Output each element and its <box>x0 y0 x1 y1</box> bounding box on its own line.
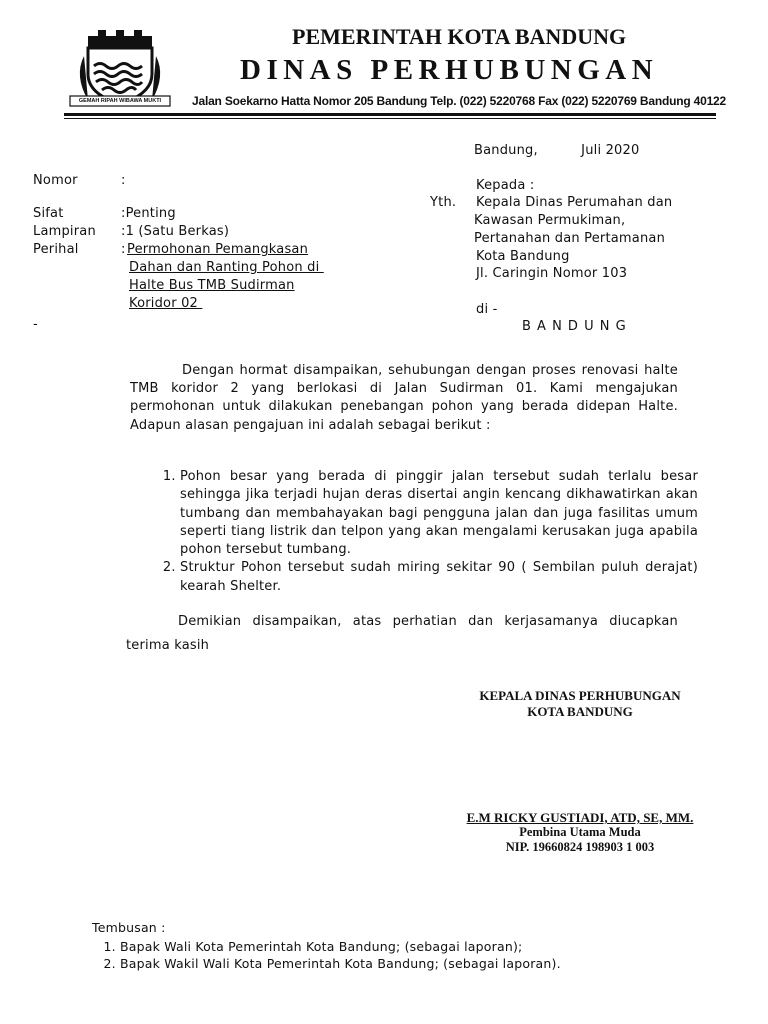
recipient-line: Kepala Dinas Perumahan dan <box>476 195 673 210</box>
list-item: 2. Struktur Pohon tersebut sudah miring sekitar 90 ( Sembilan puluh derajat) kearah Shelter. <box>180 559 698 596</box>
department-title: DINAS PERHUBUNGAN <box>240 54 659 86</box>
nomor-label: Nomor <box>33 173 78 188</box>
perihal-line: Permohonan Pemangkasan <box>127 242 309 257</box>
reasons-list <box>160 468 698 596</box>
dash-mark: - <box>33 317 38 332</box>
city-logo <box>66 26 176 112</box>
recipient-di: di - <box>476 302 498 317</box>
list-item: 2. Bapak Wakil Wali Kota Pemerintah Kota Bandung; (sebagai laporan). <box>120 955 561 972</box>
closing-paragraph: Demikian disampaikan, atas perhatian dan kerjasamanya diucapkan terima kasih <box>126 614 678 653</box>
tembusan-label: Tembusan : <box>92 920 166 935</box>
recipient-line: Pertanahan dan Pertamanan <box>474 231 666 246</box>
perihal-line: Halte Bus TMB Sudirman <box>129 278 295 293</box>
recipient-line: Kawasan Permukiman, <box>474 213 626 228</box>
lampiran-label: Lampiran <box>33 224 96 239</box>
signatory-name: E.M RICKY GUSTIADI, ATD, SE, MM. <box>466 810 694 825</box>
perihal-colon: : <box>121 242 126 257</box>
perihal-label: Perihal <box>33 242 79 257</box>
signatory-city: KOTA BANDUNG <box>527 704 633 719</box>
nomor-value: : <box>121 173 126 188</box>
list-item: 1. Bapak Wali Kota Pemerintah Kota Bandung; (sebagai laporan); <box>120 938 561 955</box>
tembusan-list <box>92 938 561 972</box>
signatory-nip: NIP. 19660824 198903 1 003 <box>505 840 655 854</box>
recipient-line: Jl. Caringin Nomor 103 <box>476 266 628 281</box>
perihal-line: Koridor 02 <box>129 296 203 311</box>
perihal-line: Dahan dan Ranting Pohon di <box>129 260 324 275</box>
recipient-line: Kota Bandung <box>476 249 570 264</box>
lampiran-value: :1 (Satu Berkas) <box>121 224 230 239</box>
yth-label: Yth. <box>430 195 457 210</box>
signatory-rank: Pembina Utama Muda <box>519 825 641 839</box>
place-date: Bandung, Juli 2020 <box>474 143 640 158</box>
government-title: PEMERINTAH KOTA BANDUNG <box>292 24 627 49</box>
opening-paragraph: Dengan hormat disampaikan, sehubungan dengan proses renovasi halte TMB koridor 2 yang berlokasi di Jalan Sudirman 01. Kami mengajukan permohonan untuk dilakukan penebangan pohon yang berada didepan Halte. Adapun alasan pengajuan ini adalah sebagai berikut : <box>130 363 678 433</box>
sifat-label: Sifat <box>33 206 64 221</box>
list-item: 1. Pohon besar yang berada di pinggir jalan tersebut sudah terlalu besar sehingga jika terjadi hujan deras disertai angin kencang dikhawatirkan akan tumbang dan membahayakan bagi pengguna jalan dan juga fasilitas umum seperti tiang listrik dan telpon yang akan mengalami kerusakan juga apabila pohon tersebut tumbang. <box>180 468 698 559</box>
signatory-title: KEPALA DINAS PERHUBUNGAN <box>479 688 681 703</box>
letterhead-address: Jalan Soekarno Hatta Nomor 205 Bandung Telp. (022) 5220768 Fax (022) 5220769 Bandung 40122 <box>192 94 727 108</box>
recipient-city: B A N D U N G <box>522 319 627 334</box>
logo-motto: GEMAH RIPAH WIBAWA MUKTI <box>78 98 162 104</box>
sifat-value: :Penting <box>121 206 176 221</box>
letterhead-rule-thick <box>64 113 716 116</box>
kepada-label: Kepada : <box>476 178 535 193</box>
letterhead-rule-thin <box>64 118 716 119</box>
